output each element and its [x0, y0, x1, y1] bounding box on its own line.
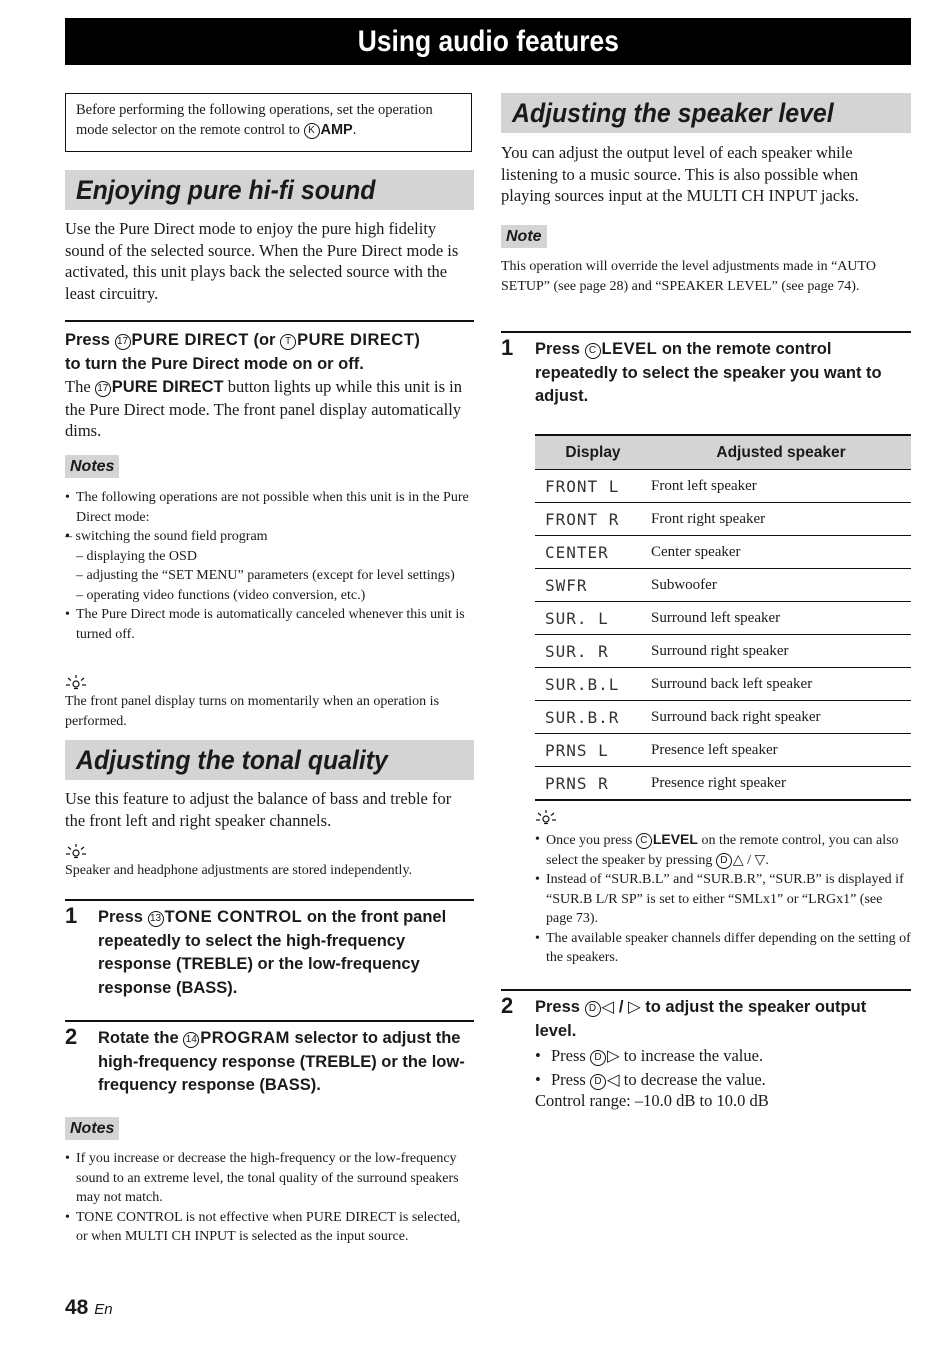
bullet: •: [535, 1069, 541, 1089]
list-item: [535, 1069, 911, 1091]
divider: [65, 320, 474, 322]
bullet: •: [535, 1046, 541, 1065]
program-label: PROGRAM: [200, 1029, 290, 1047]
intro-period: .: [352, 122, 357, 138]
pure-direct-description: [65, 376, 474, 442]
hint-text: on the remote control, you can also select the speaker by pressing: [546, 833, 899, 868]
page-language: En: [94, 1301, 113, 1318]
list-item: • If you increase or decrease the high-frequency or the low-frequency sound to an extreme level, the tonal quality of the surround speakers may not match.: [65, 1149, 465, 1208]
speaker-cell: Front right speaker: [651, 503, 911, 536]
key-d-icon: D: [585, 1001, 601, 1017]
speaker-level-hints: [535, 830, 911, 968]
speaker-cell: Presence left speaker: [651, 734, 911, 767]
key-k-icon: K: [304, 123, 320, 139]
step-2-items: [535, 1045, 911, 1090]
table-row: [535, 470, 911, 503]
step-number: 1: [501, 335, 514, 360]
key-d-icon: D: [716, 853, 732, 869]
divider: [65, 1020, 474, 1022]
item-post: to increase the value.: [619, 1046, 764, 1065]
step-post: selector to adjust the high-frequency response (TREBLE) or the low-frequency response (BASS).: [98, 1029, 465, 1094]
step-number: 2: [65, 1024, 78, 1049]
list-item: • The following operations are not possible when this unit is in the Pure Direct mode:: [65, 488, 470, 527]
step-pre: Press: [98, 908, 148, 926]
display-cell: PRNS R: [535, 767, 651, 801]
speaker-level-note: This operation will override the level adjustments made in “AUTO SETUP” (see page 28) and “SPEAKER LEVEL” (see page 74).: [501, 259, 876, 294]
intro-text: Before performing the following operations, set the operation mode selector on the remote control to: [76, 102, 433, 138]
step-pre: Rotate the: [98, 1029, 184, 1047]
table-row: [535, 569, 911, 602]
list-item: • The available speaker channels differ depending on the setting of the speakers.: [535, 929, 911, 968]
table-header: Adjusted speaker: [651, 435, 911, 470]
display-cell: SWFR: [535, 569, 651, 602]
speaker-cell: Center speaker: [651, 536, 911, 569]
list-item: • TONE CONTROL is not effective when PURE DIRECT is selected, or when MULTI CH INPUT is selected as the input source.: [65, 1208, 465, 1247]
step-pre: Press: [535, 998, 585, 1016]
pure-direct-instruction: [65, 329, 474, 376]
hint-icon: [65, 843, 87, 859]
speaker-table-body: [535, 470, 911, 801]
section-heading-text: Enjoying pure hi-fi sound: [76, 175, 376, 205]
list-item-text: – operating video functions (video conversion, etc.): [76, 587, 366, 603]
key-14-icon: 14: [183, 1032, 199, 1048]
tone-control-label: TONE CONTROL: [164, 908, 303, 926]
instr-press: Press: [65, 331, 115, 349]
section-heading-text: Adjusting the speaker level: [512, 98, 834, 128]
key-17-icon: 17: [115, 334, 131, 350]
hint-icon: [65, 674, 87, 690]
speaker-cell: Front left speaker: [651, 470, 911, 503]
key-d-icon: D: [590, 1050, 606, 1066]
level-step-1: [535, 338, 911, 409]
pure-direct-button-label: PURE DIRECT: [131, 331, 249, 349]
hint-icon: [535, 809, 557, 825]
level-step-2: [535, 996, 911, 1043]
display-cell: SUR.B.R: [535, 701, 651, 734]
step-number: 1: [65, 903, 78, 928]
display-cell: PRNS L: [535, 734, 651, 767]
control-range: Control range: –10.0 dB to 10.0 dB: [535, 1091, 769, 1110]
table-header-row: [535, 435, 911, 470]
speaker-cell: Surround back left speaker: [651, 668, 911, 701]
pure-direct-hint: The front panel display turns on momentarily when an operation is performed.: [65, 694, 440, 729]
desc-post: button lights up while this unit is in the Pure Direct mode. The front panel display automatically dims.: [65, 377, 462, 440]
speaker-cell: Surround left speaker: [651, 602, 911, 635]
pure-direct-notes: [65, 488, 470, 644]
desc-pre: The: [65, 377, 95, 396]
tone-step-1: [98, 906, 474, 1000]
item-post: to decrease the value.: [619, 1069, 766, 1089]
list-item: [65, 586, 470, 606]
section-heading-tonal-quality: [65, 740, 474, 780]
speaker-level-body: You can adjust the output level of each speaker while listening to a music source. This is also possible when playing sources input at the MULTI CH INPUT jacks.: [501, 143, 859, 205]
step-post: on the front panel repeatedly to select the high-frequency response (TREBLE) or the low-frequency response (BASS).: [98, 908, 447, 997]
key-c-icon: C: [585, 343, 601, 359]
left-arrow-icon: ◁: [606, 1069, 620, 1089]
level-label: LEVEL: [652, 831, 698, 847]
left-right-arrows-icon: ◁ / ▷: [601, 998, 641, 1016]
up-down-arrows-icon: △ / ▽.: [732, 852, 769, 868]
tonal-quality-hint: Speaker and headphone adjustments are stored independently.: [65, 863, 413, 878]
notes-label: Notes: [65, 455, 119, 478]
instr-or: (or: [248, 331, 281, 349]
list-item-text: – displaying the OSD: [76, 548, 197, 564]
list-item-text: – adjusting the “SET MENU” parameters (except for level settings): [76, 568, 455, 583]
pure-direct-remote-label: PURE DIRECT: [297, 331, 415, 349]
speaker-cell: Presence right speaker: [651, 767, 911, 801]
display-cell: CENTER: [535, 536, 651, 569]
list-item: [535, 1045, 911, 1067]
instr-tail: to turn the Pure Direct mode on or off.: [65, 354, 364, 373]
section-heading-text: Adjusting the tonal quality: [76, 745, 388, 775]
key-17-icon: 17: [95, 381, 111, 397]
list-item-text: • – switching the sound field program: [65, 529, 268, 544]
list-item: [65, 566, 470, 586]
display-cell: SUR. R: [535, 635, 651, 668]
intro-box: [65, 93, 472, 152]
tonal-quality-body: Use this feature to adjust the balance of bass and treble for the front left and right speaker channels.: [65, 789, 452, 830]
speaker-cell: Surround right speaker: [651, 635, 911, 668]
section-heading-speaker-level: [501, 93, 911, 133]
table-row: [535, 734, 911, 767]
list-item: • The Pure Direct mode is automatically canceled whenever this unit is turned off.: [65, 605, 470, 644]
section-heading-pure-hifi: [65, 170, 474, 210]
item-pre: Press: [551, 1069, 590, 1089]
table-row: [535, 701, 911, 734]
speaker-cell: Subwoofer: [651, 569, 911, 602]
intro-amp: AMP: [320, 122, 353, 138]
instr-close: ): [414, 331, 420, 349]
step-number: 2: [501, 993, 514, 1018]
notes-label: Notes: [65, 1117, 119, 1140]
page-title: [65, 18, 911, 65]
tone-step-2: [98, 1027, 474, 1098]
key-13-icon: 13: [148, 911, 164, 927]
item-pre: Press: [551, 1046, 590, 1065]
step-post: to adjust the speaker output level.: [535, 998, 867, 1040]
speaker-table: [535, 434, 911, 801]
page-title-text: Using audio features: [357, 25, 619, 58]
key-c-icon: C: [636, 833, 652, 849]
divider: [501, 989, 911, 991]
table-row: [535, 635, 911, 668]
page-number: [65, 1296, 113, 1320]
table-header: Display: [535, 435, 651, 470]
display-cell: FRONT L: [535, 470, 651, 503]
desc-button: PURE DIRECT: [111, 378, 224, 396]
table-row: [535, 536, 911, 569]
list-item: [535, 830, 911, 870]
list-item: • Instead of “SUR.B.L” and “SUR.B.R”, “SUR.B” is displayed if “SUR.B L/R SP” is set to either “SMLx1” or “LRGx1” (see page 73).: [535, 870, 911, 929]
step-pre: Press: [535, 340, 585, 358]
display-cell: SUR. L: [535, 602, 651, 635]
hint-text: Once you press: [546, 833, 636, 848]
table-row: [535, 767, 911, 801]
list-item: [65, 527, 470, 547]
tonal-notes: [65, 1149, 465, 1247]
key-d-icon: D: [590, 1074, 606, 1090]
key-t-icon: T: [280, 334, 296, 350]
display-cell: SUR.B.L: [535, 668, 651, 701]
table-row: [535, 668, 911, 701]
list-item: [65, 547, 470, 567]
divider: [501, 331, 911, 333]
note-label: Note: [501, 225, 547, 248]
pure-hifi-body: Use the Pure Direct mode to enjoy the pure high fidelity sound of the selected source. When the Pure Direct mode is activated, this unit plays back the selected source with the least circuitry.: [65, 219, 459, 303]
table-row: [535, 503, 911, 536]
speaker-cell: Surround back right speaker: [651, 701, 911, 734]
page-number-value: 48: [65, 1296, 89, 1319]
display-cell: FRONT R: [535, 503, 651, 536]
divider: [65, 899, 474, 901]
step-post: on the remote control repeatedly to select the speaker you want to adjust.: [535, 340, 882, 405]
right-arrow-icon: ▷: [606, 1046, 620, 1065]
level-label: LEVEL: [601, 340, 658, 358]
table-row: [535, 602, 911, 635]
